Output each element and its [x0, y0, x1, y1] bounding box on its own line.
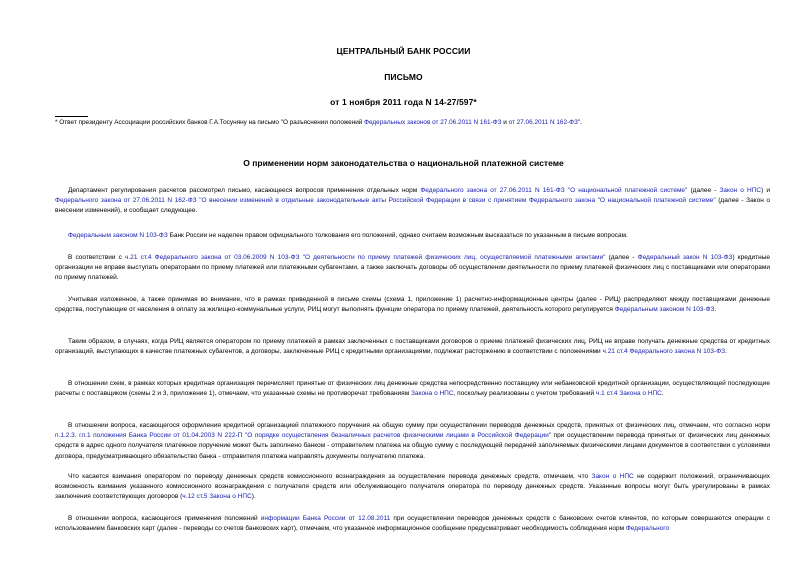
paragraph-7: В отношении вопроса, касающегося оформления кредитной организацией платежного поручения на общую сумму при осуществлении переводов денежных средств, принятых от физических лиц, отмечаем, что согласно норм п.1.2.3. гл.1 положения Банка России от 01.04.2003 N 222-П "О порядке осуществления безналичных расчетов физическими лицами в Российской Федерации" при осуществлении перевода принятых от физических лиц денежных средств в адрес одного получателя платежное поручение может быть заполнено банком - отправителем платежа на общую сумму с последующей передачей заполняемых физическими лицами документов в соответствии с условиями договора, предусматривающего обязательство банка - отправителя платежа направлять документы получателю платежа. [55, 422, 770, 460]
paragraph-5: Таким образом, в случаях, когда РИЦ является оператором по приему платежей в рамках заключенных с поставщиками договоров о приеме платежей физических лиц, РИЦ не вправе получать денежные средства от кредитных организаций, выступающих в качестве платежных субагентов, а договоры, заключенные РИЦ с кредитными организациями, подлежат расторжению в соответствии с положениями ч.21 ст.4 Федерального закона N 103-ФЗ. [55, 338, 770, 356]
footnote-link-law-162[interactable]: от 27.06.2011 N 162-ФЗ [508, 119, 578, 126]
paragraph-2: Федеральным законом N 103-ФЗ Банк России не наделен правом официального толкования его положений, однако считаем возможным высказаться по указанным в письме вопросам. [68, 232, 628, 239]
link-npc-law[interactable]: Закон о НПС [719, 187, 762, 194]
paragraph-1: Департамент регулирования расчетов рассмотрел письмо, касающееся вопросов применения отдельных норм Федерального закона от 27.06.2011 N 161-ФЗ "О национальной платежной системе" (далее - Закон о НПС) и Федерального закона от 27.06.2011 N 162-ФЗ "О внесении изменений в отдельные законодательные акты Российской Федерации в связи с принятием Федерального закона "О национальной платежной системе" (далее - Закон о внесении изменений), и сообщает следующее. [55, 187, 770, 215]
paragraph-3: В соответствии с ч.21 ст.4 Федерального закона от 03.06.2009 N 103-ФЗ "О деятельности по приему платежей физических лиц, осуществляемой платежными агентами" (далее - Федеральный закон N 103-ФЗ) кредитные организации не вправе выступать операторами по приему платежей или платежными субагентами, а также заключать договоры об осуществлении деятельности по приему платежей физических лиц с поставщиками или операторами по приему платежей. [55, 254, 770, 282]
paragraph-9: В отношении вопроса, касающегося применения положений информации Банка России от 12.08.2011 при осуществлении переводов денежных средств с банковских счетов клиентов, по которым совершаются операции с использованием банковских карт (далее - переводы со счетов банковских карт), отмечаем, что указанное информационное сообщение предусматривает необходимость соблюдения норм Федерального [55, 515, 770, 533]
link-regulation-222p[interactable]: п.1.2.3. гл.1 положения Банка России от 01.04.2003 N 222-П "О порядке осуществления безналичных расчетов физическими лицами в Российской Федерации" [55, 432, 552, 440]
footnote-rule [55, 116, 88, 117]
link-federal-law[interactable]: Федерального [625, 525, 670, 533]
footnote: * Ответ президенту Ассоциации российских банков Г.А.Тосуняну на письмо "О разъяснении положений Федеральных законов от 27.06.2011 N 161-ФЗ и от 27.06.2011 N 162-ФЗ". [55, 119, 582, 126]
link-npc-law[interactable]: Закон о НПС [591, 473, 634, 480]
link-npc-law-art4[interactable]: ч.1 ст.4 Закона о НПС [595, 390, 662, 398]
link-law-103[interactable]: Федеральным законом N 103-ФЗ [68, 232, 168, 239]
link-law-162[interactable]: Федерального закона от 27.06.2011 N 162-ФЗ "О внесении изменений в отдельные законодательные акты Российской Федерации в связи с принятием Федерального закона "О национальной платежной системе" [55, 197, 716, 205]
document-type-heading: ПИСЬМО [384, 72, 423, 82]
document-date-number: от 1 ноября 2011 года N 14-27/597* [330, 97, 477, 107]
link-npc-law-art5[interactable]: ч.12 ст.5 Закона о НПС [182, 493, 252, 501]
issuer-heading: ЦЕНТРАЛЬНЫЙ БАНК РОССИИ [336, 46, 471, 56]
link-law-103-part21[interactable]: ч.21 ст.4 Федерального закона N 103-ФЗ [602, 348, 726, 356]
link-npc-law[interactable]: Закона о НПС [410, 390, 454, 398]
link-law-161[interactable]: Федерального закона от 27.06.2011 N 161-ФЗ "О национальной платежной системе" [420, 187, 688, 194]
paragraph-4: Учитывая изложенное, а также принимая во внимание, что в рамках приведенной в письме схемы (схема 1, приложение 1) расчетно-информационные центры (далее - РИЦ) распределяют между поставщиками денежные средства, поступающие от населения в оплату за жилищно-коммунальные услуги, РИЦ могут выполнять функции оператора по приему платежей, деятельность которого регулируется Федеральным законом N 103-ФЗ. [55, 296, 770, 314]
link-cbr-information[interactable]: информации Банка России от 12.08.2011 [260, 515, 391, 522]
paragraph-6: В отношении схем, в рамках которых кредитная организация перечисляет принятые от физических лиц денежные средства непосредственно поставщику или небанковской кредитной организации, осуществляющей последующие расчеты с поставщиком (схемы 2 и 3, приложение 1), отмечаем, что указанные схемы не противоречат требованиям Закона о НПС, поскольку реализованы с учетом требований ч.1 ст.4 Закона о НПС. [55, 380, 770, 398]
link-law-103[interactable]: Федеральным законом N 103-ФЗ [614, 306, 715, 314]
document-title: О применении норм законодательства о национальной платежной системе [243, 158, 564, 168]
footnote-link-law-161[interactable]: Федеральных законов от 27.06.2011 N 161-ФЗ [364, 119, 502, 126]
link-law-103-short[interactable]: Федеральный закон N 103-ФЗ [637, 254, 733, 261]
paragraph-8: Что касается взимания оператором по переводу денежных средств комиссионного вознаграждения за осуществление перевода денежных средств, отмечаем, что Закон о НПС не содержит положений, ограничивающих возможность взимания указанного комиссионного вознаграждения с получателя средств или обслуживающего получателя оператора по переводу денежных средств. Указанные вопросы могут быть урегулированы в рамках заключения соответствующих договоров (ч.12 ст.5 Закона о НПС). [55, 473, 770, 501]
link-law-103-art4[interactable]: ч.21 ст.4 Федерального закона от 03.06.2009 N 103-ФЗ "О деятельности по приему платежей физических лиц, осуществляемой платежными агентами" [125, 254, 606, 261]
